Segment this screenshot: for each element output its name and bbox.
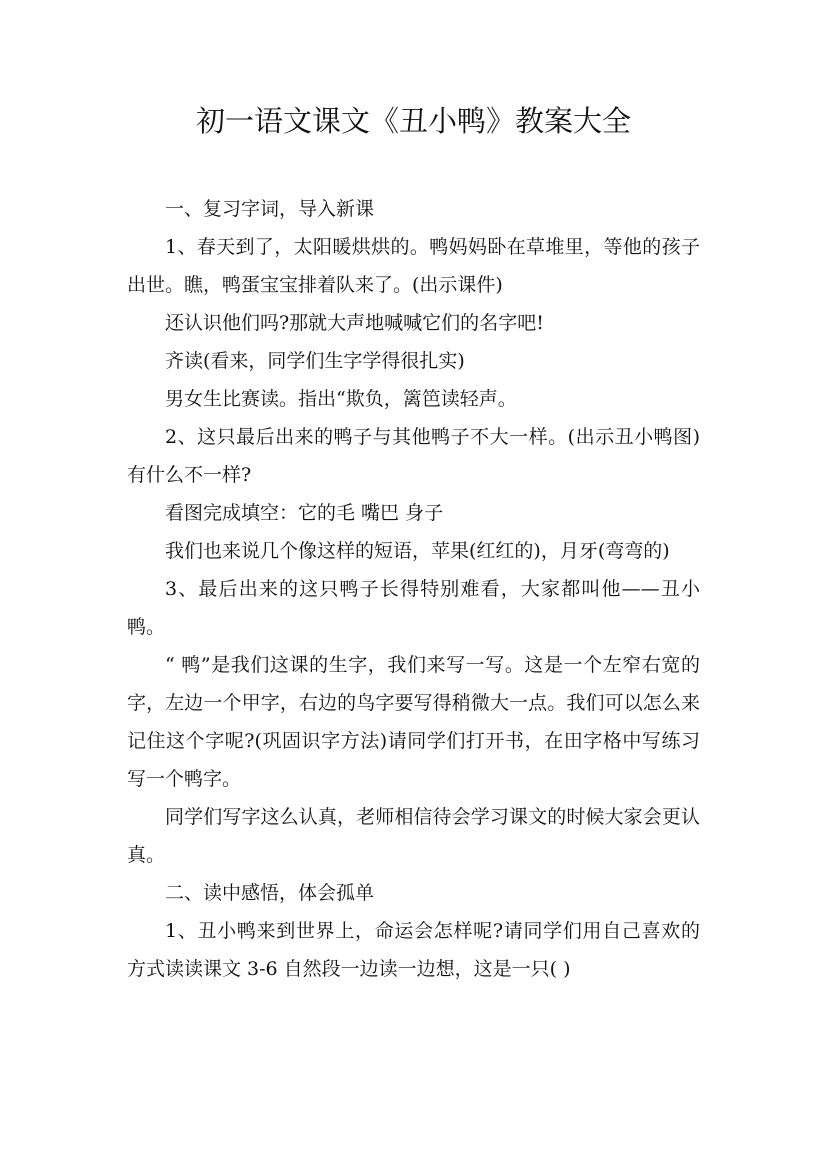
paragraph: 2、这只最后出来的鸭子与其他鸭子不大一样。(出示丑小鸭图)有什么不一样? — [127, 426, 700, 486]
paragraph: 齐读(看来，同学们生字学得很扎实) — [165, 350, 465, 372]
document-body — [127, 190, 700, 988]
paragraph: 1、丑小鸭来到世界上，命运会怎样呢?请同学们用自己喜欢的方式读读课文 3-6 自然段一边读一边想，这是一只( ) — [127, 920, 700, 980]
paragraph: 3、最后出来的这只鸭子长得特别难看，大家都叫他——丑小鸭。 — [127, 578, 700, 638]
paragraph: 同学们写字这么认真，老师相信待会学习课文的时候大家会更认真。 — [127, 806, 700, 866]
paragraph: 二、读中感悟，体会孤单 — [165, 882, 375, 904]
paragraph: 我们也来说几个像这样的短语，苹果(红红的)，月牙(弯弯的) — [165, 540, 670, 562]
paragraph: 男女生比赛读。指出“欺负，篱笆读轻声。 — [165, 388, 517, 410]
paragraph: 看图完成填空：它的毛 嘴巴 身子 — [165, 502, 444, 524]
paragraph: 1、春天到了，太阳暖烘烘的。鸭妈妈卧在草堆里，等他的孩子出世。瞧，鸭蛋宝宝排着队来了。(出示课件) — [127, 236, 700, 296]
document-title: 初一语文课文《丑小鸭》教案大全 — [195, 104, 631, 138]
paragraph: “ 鸭”是我们这课的生字，我们来写一写。这是一个左窄右宽的字，左边一个甲字，右边的鸟字要写得稍微大一点。我们可以怎么来记住这个字呢?(巩固识字方法)请同学们打开书，在田字格中写练习写一个鸭字。 — [127, 654, 700, 790]
paragraph: 还认识他们吗?那就大声地喊喊它们的名字吧! — [165, 312, 544, 334]
paragraph: 一、复习字词，导入新课 — [165, 198, 375, 220]
